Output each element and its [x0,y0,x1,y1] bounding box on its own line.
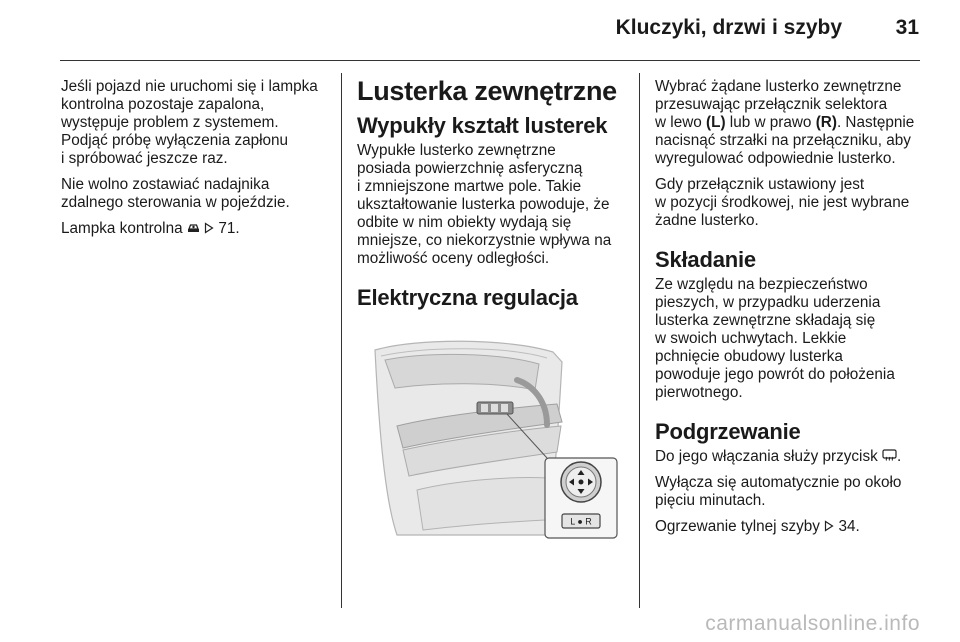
paragraph-auto-off [655,474,925,510]
text-line: występuje problem z systemem. [61,114,279,131]
text-line: kontrolna pozostaje zapalona, [61,96,265,113]
text-line: i zmniejszone martwe pole. Takie [357,178,582,195]
paragraph-folding [655,276,925,402]
text-line: pierwotnego. [655,384,743,401]
mirror-control-illustration [357,330,625,542]
text-fragment: . Następnie [836,114,915,131]
watermark: carmanualsonline.info [705,612,920,635]
text-line: ukształtowanie lusterka powoduje, że [357,196,610,213]
text-line: żadne lusterko. [655,212,759,229]
text-fragment: Do jego włączania służy przycisk [655,448,878,465]
text-fragment: Ogrzewanie tylnej szyby [655,518,820,535]
left-label: (L) [706,114,726,131]
text-line: pieszych, w przypadku uderzenia [655,294,881,311]
text-line: zdalnego sterowania w pojeździe. [61,194,290,211]
text-line: i spróbować jeszcze raz. [61,150,228,167]
paragraph-control-lamp [61,220,341,238]
text-fragment: lub w prawo [725,114,816,131]
paragraph-center-position [655,176,925,230]
text-line: w pozycji środkowej, nie jest wybrane [655,194,910,211]
text-line: pchnięcie obudowy lusterka [655,348,843,365]
paragraph-convex [357,142,625,268]
paragraph-rear-window [655,518,925,536]
page-reference-arrow-icon [204,220,214,237]
text-line: mniejsze, co niekorzystnie wpływa na [357,232,612,249]
text-line: Wyłącza się automatycznie po około [655,474,902,491]
text-line: odbite w nim obiekty wydają się [357,214,572,231]
text-line: możliwość oceny odległości. [357,250,550,267]
lr-selector-label: L ● R [570,516,592,527]
paragraph-remote-warning [61,176,341,212]
text-line: lusterka zewnętrzne składają się [655,312,876,329]
text-line: powoduje jego powrót do położenia [655,366,895,383]
column-divider-right [639,73,640,608]
text-line: Podjąć próbę wyłączenia zapłonu [61,132,289,149]
text-line [655,114,925,132]
text-line: wyregulować odpowiednie lusterko. [655,150,896,167]
text-line: Jeśli pojazd nie uruchomi się i lampka [61,78,318,95]
column-3 [655,78,925,544]
text-line: Ze względu na bezpieczeństwo [655,276,868,293]
subsection-title-convex: Wypukły kształt lusterek [357,113,608,138]
subsection-title-electric: Elektryczna regulacja [357,285,578,310]
column-1 [61,78,341,246]
paragraph-select-mirror [655,78,925,168]
page-number: 31 [895,16,919,39]
control-lamp-text: Lampka kontrolna [61,220,183,237]
text-line: przesuwając przełącznik selektora [655,96,888,113]
immobilizer-lamp-icon [187,220,200,237]
text-line: nacisnąć strzałki na przełączniku, aby [655,132,911,149]
subsection-title-folding: Składanie [655,247,756,272]
section-title: Lusterka zewnętrzne [357,76,617,106]
paragraph-system-problem [61,78,341,168]
text-line: Gdy przełącznik ustawiony jest [655,176,865,193]
text-line: posiada powierzchnię asferyczną [357,160,583,177]
page-reference-arrow-icon [824,518,834,535]
mirror-heating-icon [882,448,897,465]
text-line: Nie wolno zostawiać nadajnika [61,176,270,193]
text-line: w swoich uchwytach. Lekkie [655,330,847,347]
paragraph-heating-button: Do jego włączania służy przycisk . [655,448,902,465]
header-rule [60,60,920,61]
text-line: Wybrać żądane lusterko zewnętrzne [655,78,902,95]
page-reference-link[interactable]: 71. [218,220,240,237]
header-title: Kluczyki, drzwi i szyby [615,16,842,39]
text-fragment: w lewo [655,114,707,131]
column-2 [357,74,625,314]
right-label: (R) [815,114,837,131]
page-reference-link[interactable]: 34. [838,518,860,535]
subsection-title-heating: Podgrzewanie [655,419,801,444]
column-divider-left [341,73,342,608]
text-line: pięciu minutach. [655,492,766,509]
text-line: Wypukłe lusterko zewnętrzne [357,142,556,159]
